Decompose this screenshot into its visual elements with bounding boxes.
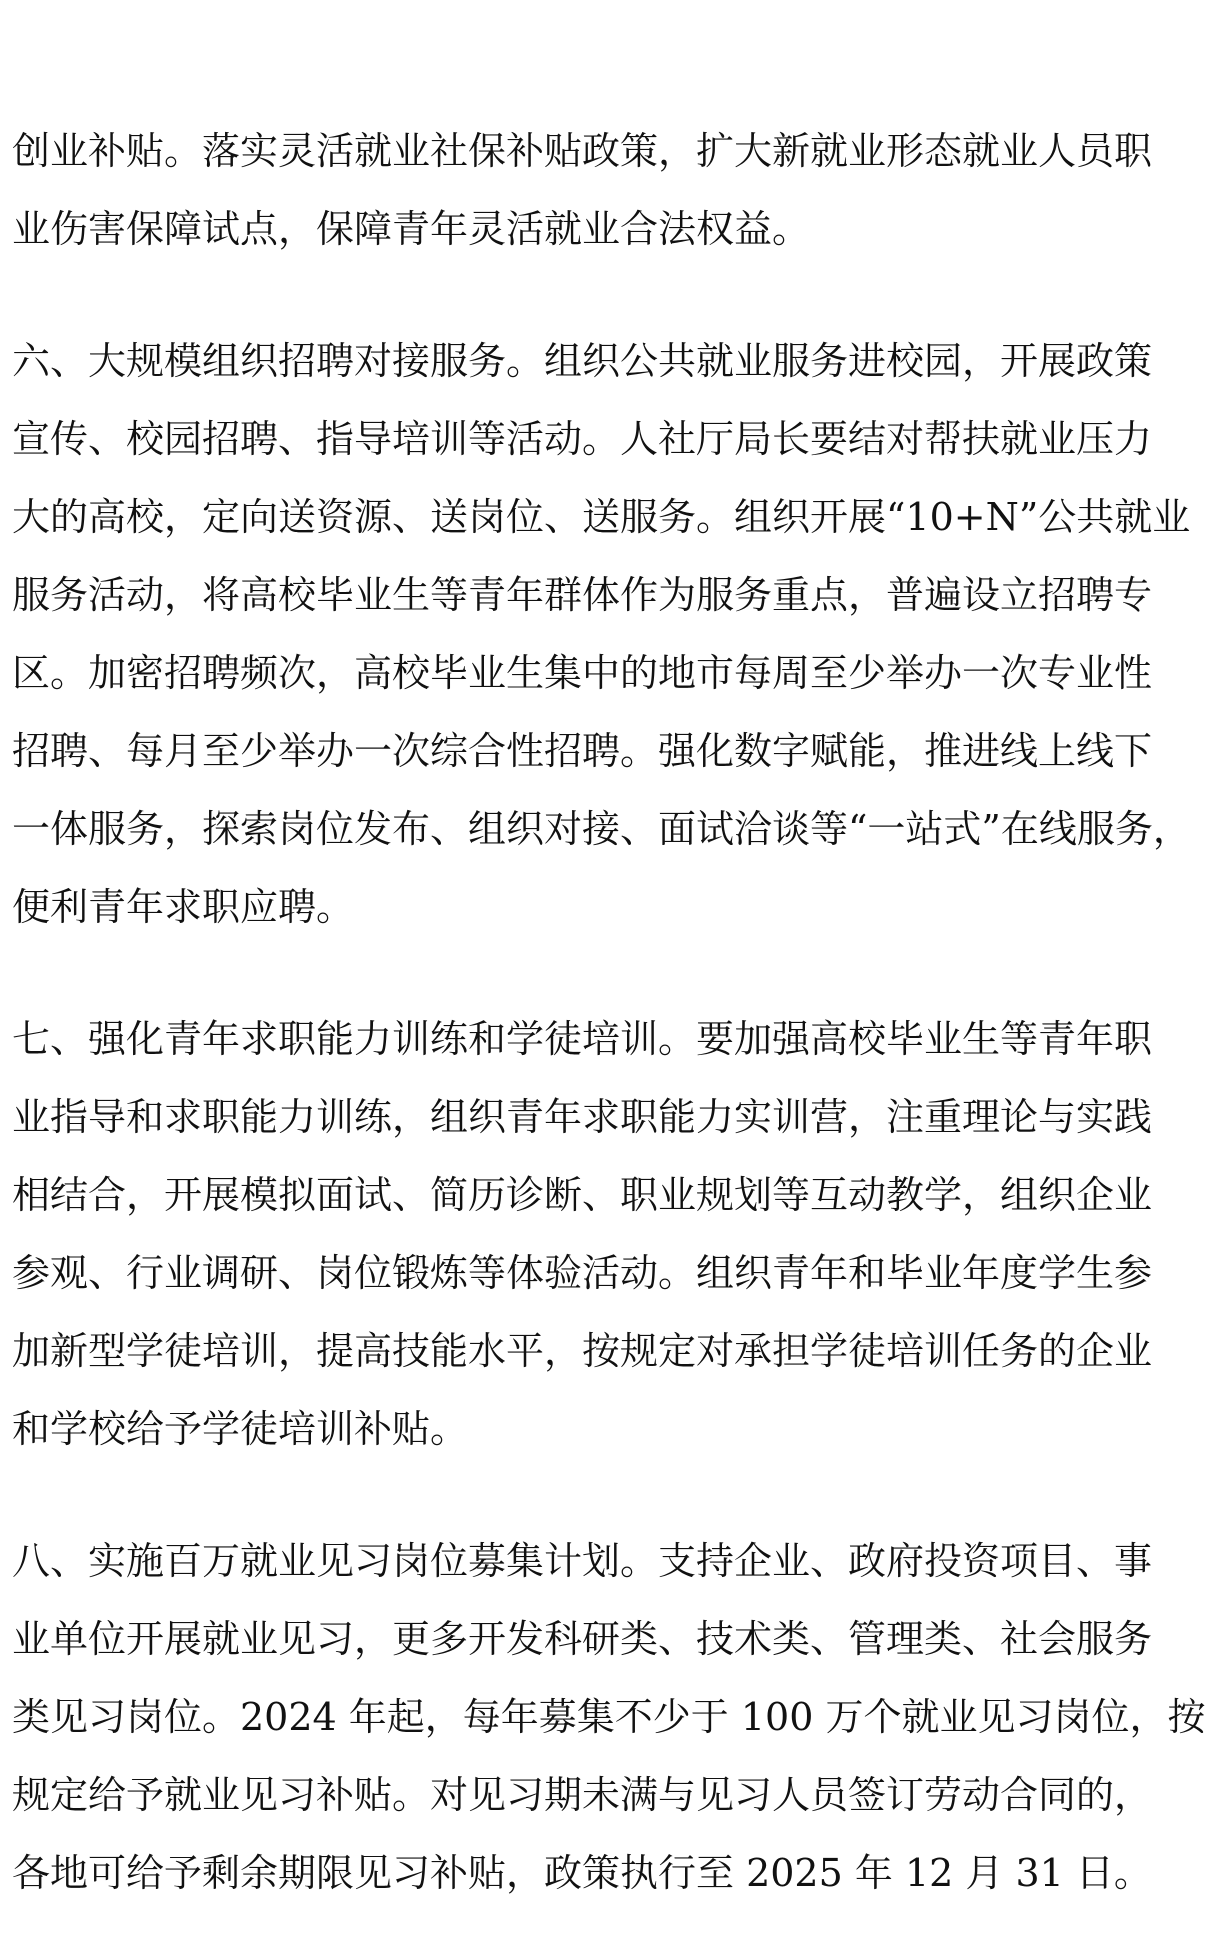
paragraph-section-six bbox=[12, 322, 1191, 946]
paragraph-gap bbox=[12, 946, 1072, 1000]
text-line: 一体服务，探索岗位发布、组织对接、面试洽谈等“一站式”在线服务， bbox=[12, 807, 1191, 851]
text-line: 创业补贴。落实灵活就业社保补贴政策，扩大新就业形态就业人员职 bbox=[12, 129, 1153, 173]
paragraph-gap bbox=[12, 1468, 1072, 1522]
text-line: 招聘、每月至少举办一次综合性招聘。强化数字赋能，推进线上线下 bbox=[12, 729, 1153, 773]
text-line: 各地可给予剩余期限见习补贴，政策执行至 2025 年 12 月 31 日。 bbox=[12, 1851, 1152, 1895]
text-line: 宣传、校园招聘、指导培训等活动。人社厅局长要结对帮扶就业压力 bbox=[12, 417, 1153, 461]
text-line: 业指导和求职能力训练，组织青年求职能力实训营，注重理论与实践 bbox=[12, 1095, 1153, 1139]
text-line: 七、强化青年求职能力训练和学徒培训。要加强高校毕业生等青年职 bbox=[12, 1017, 1153, 1061]
text-line: 参观、行业调研、岗位锻炼等体验活动。组织青年和毕业年度学生参 bbox=[12, 1251, 1153, 1295]
text-line: 业伤害保障试点，保障青年灵活就业合法权益。 bbox=[12, 207, 811, 251]
text-line: 业单位开展就业见习，更多开发科研类、技术类、管理类、社会服务 bbox=[12, 1617, 1153, 1661]
text-line: 服务活动，将高校毕业生等青年群体作为服务重点，普遍设立招聘专 bbox=[12, 573, 1153, 617]
paragraph-section-seven bbox=[12, 1000, 1153, 1468]
text-line: 类见习岗位。2024 年起，每年募集不少于 100 万个就业见习岗位，按 bbox=[12, 1695, 1205, 1739]
paragraph-section-eight bbox=[12, 1522, 1205, 1912]
paragraph-employment-subsidy bbox=[12, 112, 1153, 268]
text-line: 便利青年求职应聘。 bbox=[12, 885, 355, 929]
text-line: 六、大规模组织招聘对接服务。组织公共就业服务进校园，开展政策 bbox=[12, 339, 1153, 383]
text-line: 大的高校，定向送资源、送岗位、送服务。组织开展“10+N”公共就业 bbox=[12, 495, 1191, 539]
text-line: 规定给予就业见习补贴。对见习期未满与见习人员签订劳动合同的， bbox=[12, 1773, 1153, 1817]
paragraph-gap bbox=[12, 268, 1072, 322]
text-line: 相结合，开展模拟面试、简历诊断、职业规划等互动教学，组织企业 bbox=[12, 1173, 1153, 1217]
text-line: 和学校给予学徒培训补贴。 bbox=[12, 1407, 469, 1451]
text-line: 加新型学徒培训，提高技能水平，按规定对承担学徒培训任务的企业 bbox=[12, 1329, 1153, 1373]
document-body bbox=[12, 112, 1205, 1912]
text-line: 区。加密招聘频次，高校毕业生集中的地市每周至少举办一次专业性 bbox=[12, 651, 1153, 695]
text-line: 八、实施百万就业见习岗位募集计划。支持企业、政府投资项目、事 bbox=[12, 1539, 1153, 1583]
